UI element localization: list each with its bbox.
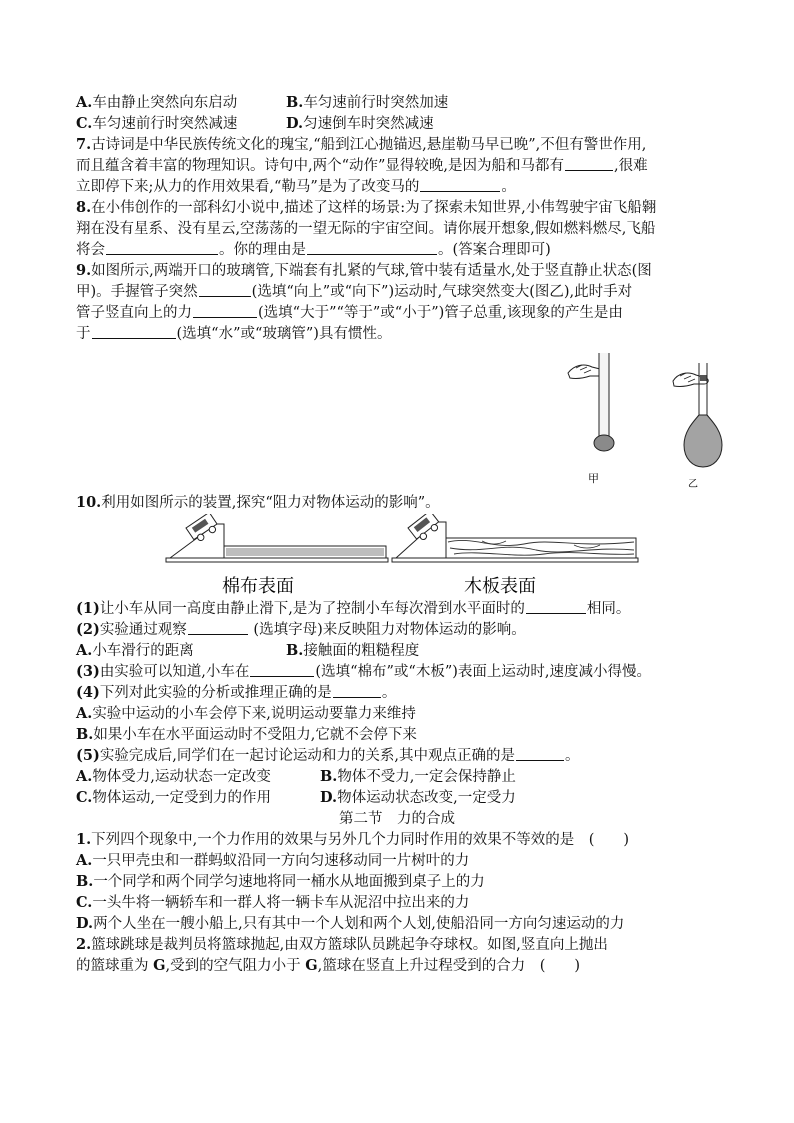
- q8-line-3: 将会 。你的理由是 。(答案合理即可): [76, 242, 551, 258]
- q10-part-4-option-b: B.如果小车在水平面运动时不受阻力,它就不会停下来: [76, 726, 417, 743]
- q10-part-1: (1)让小车从同一高度由静止滑下,是为了控制小车每次滑到水平面时的 相同。: [76, 600, 631, 617]
- q7-line-3: 立即停下来;从力的作用效果看,“勒马”是为了改变马的 。: [76, 179, 516, 195]
- q9-line-1: 9.如图所示,两端开口的玻璃管,下端套有扎紧的气球,管中装有适量水,处于竖直静止状态(图: [76, 262, 652, 279]
- answer-blank[interactable]: [307, 240, 437, 255]
- q10-part-5-options-row-1: A.物体受力,运动状态一定改变 B.物体不受力,一定会保持静止: [76, 768, 516, 785]
- s2q2-line-1: 2.篮球跳球是裁判员将篮球抛起,由双方篮球队员跳起争夺球权。如图,竖直向上抛出: [76, 936, 608, 953]
- cotton-surface-setup: [166, 514, 388, 562]
- answer-blank[interactable]: [193, 303, 257, 318]
- q9-line-2: 甲)。手握管子突然 (选填“向上”或“向下”)运动时,气球突然变大(图乙),此时手对: [76, 284, 633, 300]
- answer-blank[interactable]: [516, 746, 564, 761]
- q8-line-1: 8.在小伟创作的一部科幻小说中,描述了这样的场景:为了探索未知世界,小伟驾驶宇宙飞船翱: [76, 199, 657, 216]
- wood-surface-label: 木板表面: [464, 576, 536, 597]
- s2q1-option-c: C.一头牛将一辆轿车和一群人将一辆卡车从泥沼中拉出来的力: [76, 894, 470, 911]
- s2q2-line-2: 的篮球重为 G,受到的空气阻力小于 G,篮球在竖直上升过程受到的合力 ( ): [76, 957, 581, 974]
- q9-tube-balloon-figure: [560, 345, 760, 490]
- answer-blank[interactable]: [199, 282, 251, 297]
- answer-blank[interactable]: [526, 599, 586, 614]
- q8-line-2: 翔在没有星系、没有星云,空荡荡的一望无际的宇宙空间。请你展开想象,假如燃料燃尽,飞船: [76, 221, 656, 237]
- q10-part-2: (2)实验通过观察 (选填字母)来反映阻力对物体运动的影响。: [76, 621, 526, 638]
- q10-part-3: (3)由实验可以知道,小车在 (选填“棉布”或“木板”)表面上运动时,速度减小得慢。: [76, 663, 651, 680]
- answer-blank[interactable]: [188, 620, 248, 635]
- q10-part-4-option-a: A.实验中运动的小车会停下来,说明运动要靠力来维持: [76, 705, 416, 722]
- q10-part-5-options-row-2: C.物体运动,一定受到力的作用 D.物体运动状态改变,一定受力: [76, 789, 516, 806]
- answer-blank[interactable]: [250, 662, 314, 677]
- q10-part-2-options: A.小车滑行的距离 B.接触面的粗糙程度: [76, 642, 420, 659]
- section-title: 第二节 力的合成: [339, 811, 455, 827]
- s2q1-stem: 1.下列四个现象中,一个力作用的效果与另外几个力同时作用的效果不等效的是 ( ): [76, 831, 630, 848]
- q7-line-1: 7.古诗词是中华民族传统文化的瑰宝,“船到江心抛锚迟,悬崖勒马早已晚”,不但有警世作用,: [76, 136, 647, 153]
- figure-a-label: 甲: [588, 472, 599, 485]
- q9-line-4: 于 (选填“水”或“玻璃管”)具有惯性。: [76, 326, 392, 342]
- figure-a-tube: [568, 353, 614, 451]
- q6-options-row-2: C.车匀速前行时突然减速 D.匀速倒车时突然减速: [76, 115, 434, 132]
- answer-blank[interactable]: [92, 324, 176, 339]
- q10-part-4: (4)下列对此实验的分析或推理正确的是 。: [76, 684, 397, 701]
- s2q1-option-b: B.一个同学和两个同学匀速地将同一桶水从地面搬到桌子上的力: [76, 873, 485, 890]
- figure-b-label: 乙: [688, 479, 698, 490]
- answer-blank[interactable]: [420, 177, 500, 192]
- wood-surface-setup: [392, 514, 638, 562]
- q9-line-3: 管子竖直向上的力 (选填“大于”“等于”或“小于”)管子总重,该现象的产生是由: [76, 305, 623, 321]
- q10-ramp-figure: [164, 514, 644, 598]
- answer-blank[interactable]: [333, 683, 381, 698]
- answer-blank[interactable]: [565, 156, 613, 171]
- q6-options-row-1: A.车由静止突然向东启动 B.车匀速前行时突然加速: [76, 94, 449, 111]
- s2q1-option-a: A.一只甲壳虫和一群蚂蚁沿同一方向匀速移动同一片树叶的力: [76, 852, 470, 869]
- q7-line-2: 而且蕴含着丰富的物理知识。诗句中,两个“动作”显得较晚,是因为船和马都有 ,很难: [76, 158, 648, 174]
- s2q1-option-d: D.两个人坐在一艘小船上,只有其中一个人划和两个人划,使船沿同一方向匀速运动的力: [76, 915, 625, 932]
- q10-part-5: (5)实验完成后,同学们在一起讨论运动和力的关系,其中观点正确的是 。: [76, 747, 580, 764]
- answer-blank[interactable]: [106, 240, 218, 255]
- q10-intro: 10.利用如图所示的装置,探究“阻力对物体运动的影响”。: [76, 494, 440, 511]
- cotton-surface-label: 棉布表面: [222, 576, 294, 597]
- figure-b-tube: [673, 363, 722, 467]
